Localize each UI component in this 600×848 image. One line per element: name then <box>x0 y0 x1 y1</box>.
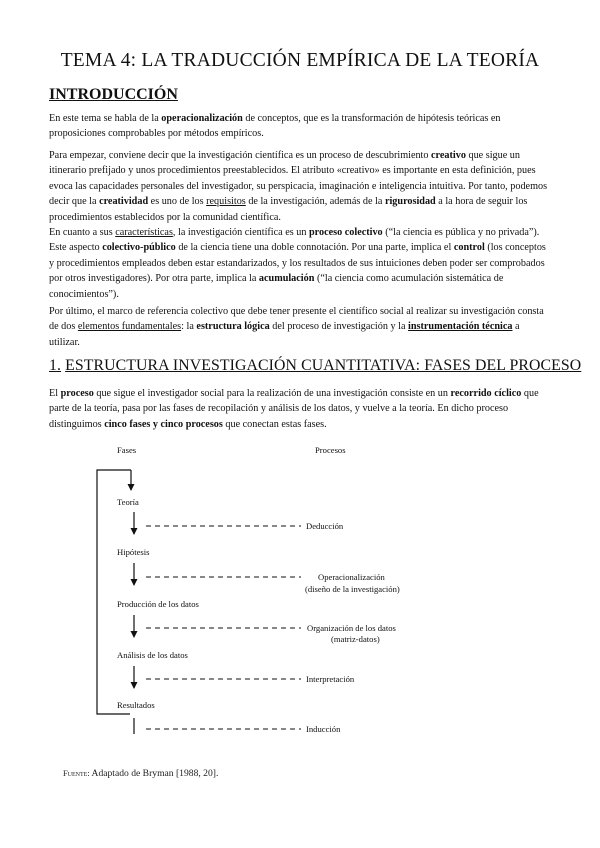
paragraph-proceso: El proceso que sigue el investigador social para la realización de una investigación consiste en un recorrido cíclico que parte de la teoría, pasa por las fases de recopilación y análisis de los datos, y vuelve a la teoría. En dicho proceso distinguimos cinco fases y cinco procesos que conectan estas fases. <box>49 388 539 430</box>
phase-teoria: Teoría <box>117 497 139 507</box>
process-operacionalizacion-detail: (diseño de la investigación) <box>305 584 400 594</box>
processes-header: Procesos <box>315 445 346 455</box>
phases-header: Fases <box>117 445 137 455</box>
introduction-heading: INTRODUCCIÓN <box>49 86 178 103</box>
figure-source: Fuente: Adaptado de Bryman [1988, 20]. <box>63 768 219 779</box>
phase-hipotesis: Hipótesis <box>117 547 150 557</box>
page-title: TEMA 4: LA TRADUCCIÓN EMPÍRICA DE LA TEORÍA <box>60 50 540 71</box>
phase-resultados: Resultados <box>117 700 155 710</box>
research-process-diagram <box>0 440 600 760</box>
paragraph-marco-referencia: Por último, el marco de referencia colectivo que debe tener presente el científico social al realizar su investigación consta de dos elementos fundamentales: la estructura lógica del proceso de investigación y la instrumentación técnica a utilizar. <box>49 306 544 348</box>
process-organizacion: Organización de los datos <box>307 623 396 633</box>
process-operacionalizacion: Operacionalización <box>318 572 385 582</box>
paragraph-creatividad: Para empezar, conviene decir que la investigación científica es un proceso de descubrimiento creativo que sigue un itinerario prefijado y unos procedimientos preestablecidos. El atributo «creativo» es importante en esta definición, pues evoca las capacidades personales del investigador, su perspicacia, imaginación e inteligencia intuitiva. Por tanto, podemos decir que la creatividad es uno de los requisitos de la investigación, además de la rigurosidad a la hora de seguir los procedimientos establecidos por la comunidad científica. <box>49 150 548 223</box>
phase-analisis-datos: Análisis de los datos <box>117 650 188 660</box>
process-deduccion: Deducción <box>306 521 344 531</box>
paragraph-operacionalizacion: En este tema se habla de la operacionalización de conceptos, que es la transformación de hipótesis teóricas en proposiciones comprobables por métodos empíricos. <box>49 113 501 140</box>
paragraph-caracteristicas: En cuanto a sus características, la investigación científica es un proceso colectivo (“la ciencia es pública y no privada”). Este aspecto colectivo-público de la ciencia tiene una doble connotación. Por una parte, implica el control (los conceptos y procedimientos empleados deben estar estandarizados, y los resultados de sus intuiciones deben poder ser comprobados por otros investigadores). Por otra parte, implica la acumulación (“la ciencia como acumulación sistemática de conocimientos”). <box>49 227 546 300</box>
process-induccion: Inducción <box>306 724 341 734</box>
process-interpretacion: Interpretación <box>306 674 355 684</box>
process-organizacion-detail: (matriz-datos) <box>331 634 380 644</box>
section-1-heading: 1. ESTRUCTURA INVESTIGACIÓN CUANTITATIVA: FASES DEL PROCESO <box>49 357 582 374</box>
phase-produccion-datos: Producción de los datos <box>117 599 199 609</box>
